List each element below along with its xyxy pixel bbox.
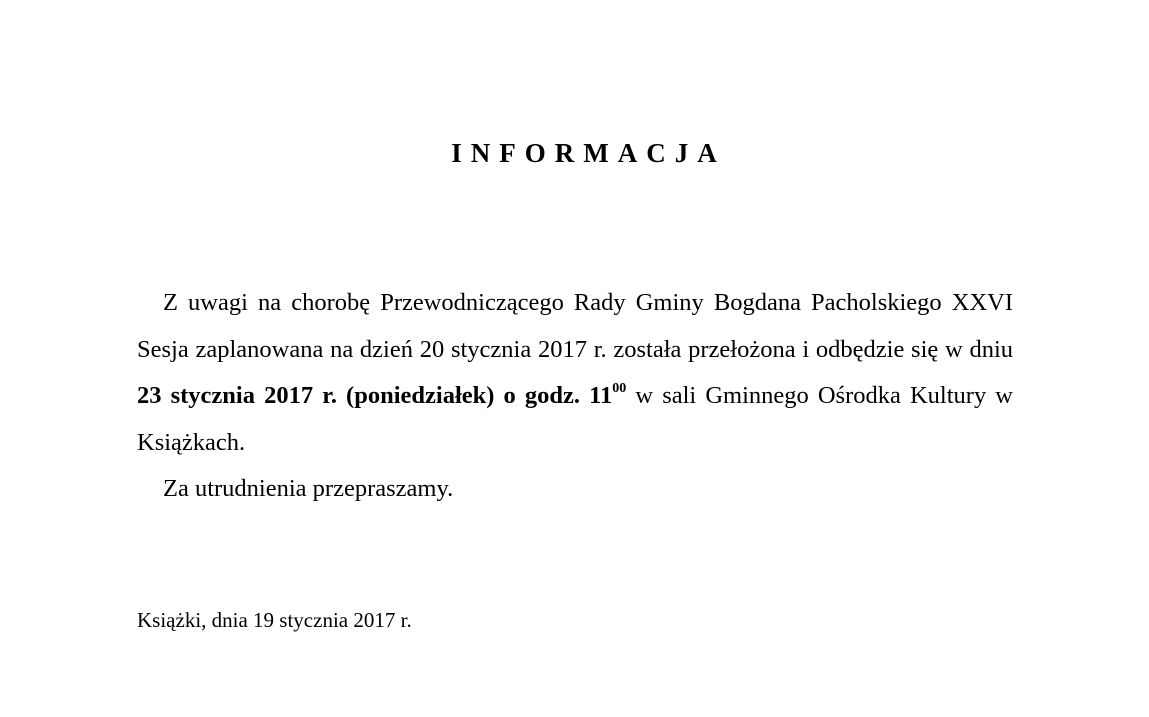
announcement-new-date-text: 23 stycznia 2017 r. (poniedziałek) o godz. 11 <box>137 382 613 409</box>
announcement-paragraph <box>137 280 1013 466</box>
announcement-new-date <box>137 382 626 409</box>
place-and-date: Książki, dnia 19 stycznia 2017 r. <box>137 608 412 632</box>
announcement-time-minutes: 00 <box>612 381 627 396</box>
announcement-outro: w sali Gminnego Ośrodka Kultury w Książkach. <box>137 382 1013 456</box>
announcement-intro: Z uwagi na chorobę Przewodniczącego Rady Gminy Bogdana Pacholskiego XXVI Sesja zaplanowana na dzień 20 stycznia 2017 r. została przełożona i odbędzie się w dniu <box>137 289 1013 363</box>
apology-paragraph: Za utrudnienia przepraszamy. <box>163 475 454 502</box>
document-body <box>137 280 1013 513</box>
document-title: INFORMACJA <box>451 138 726 168</box>
